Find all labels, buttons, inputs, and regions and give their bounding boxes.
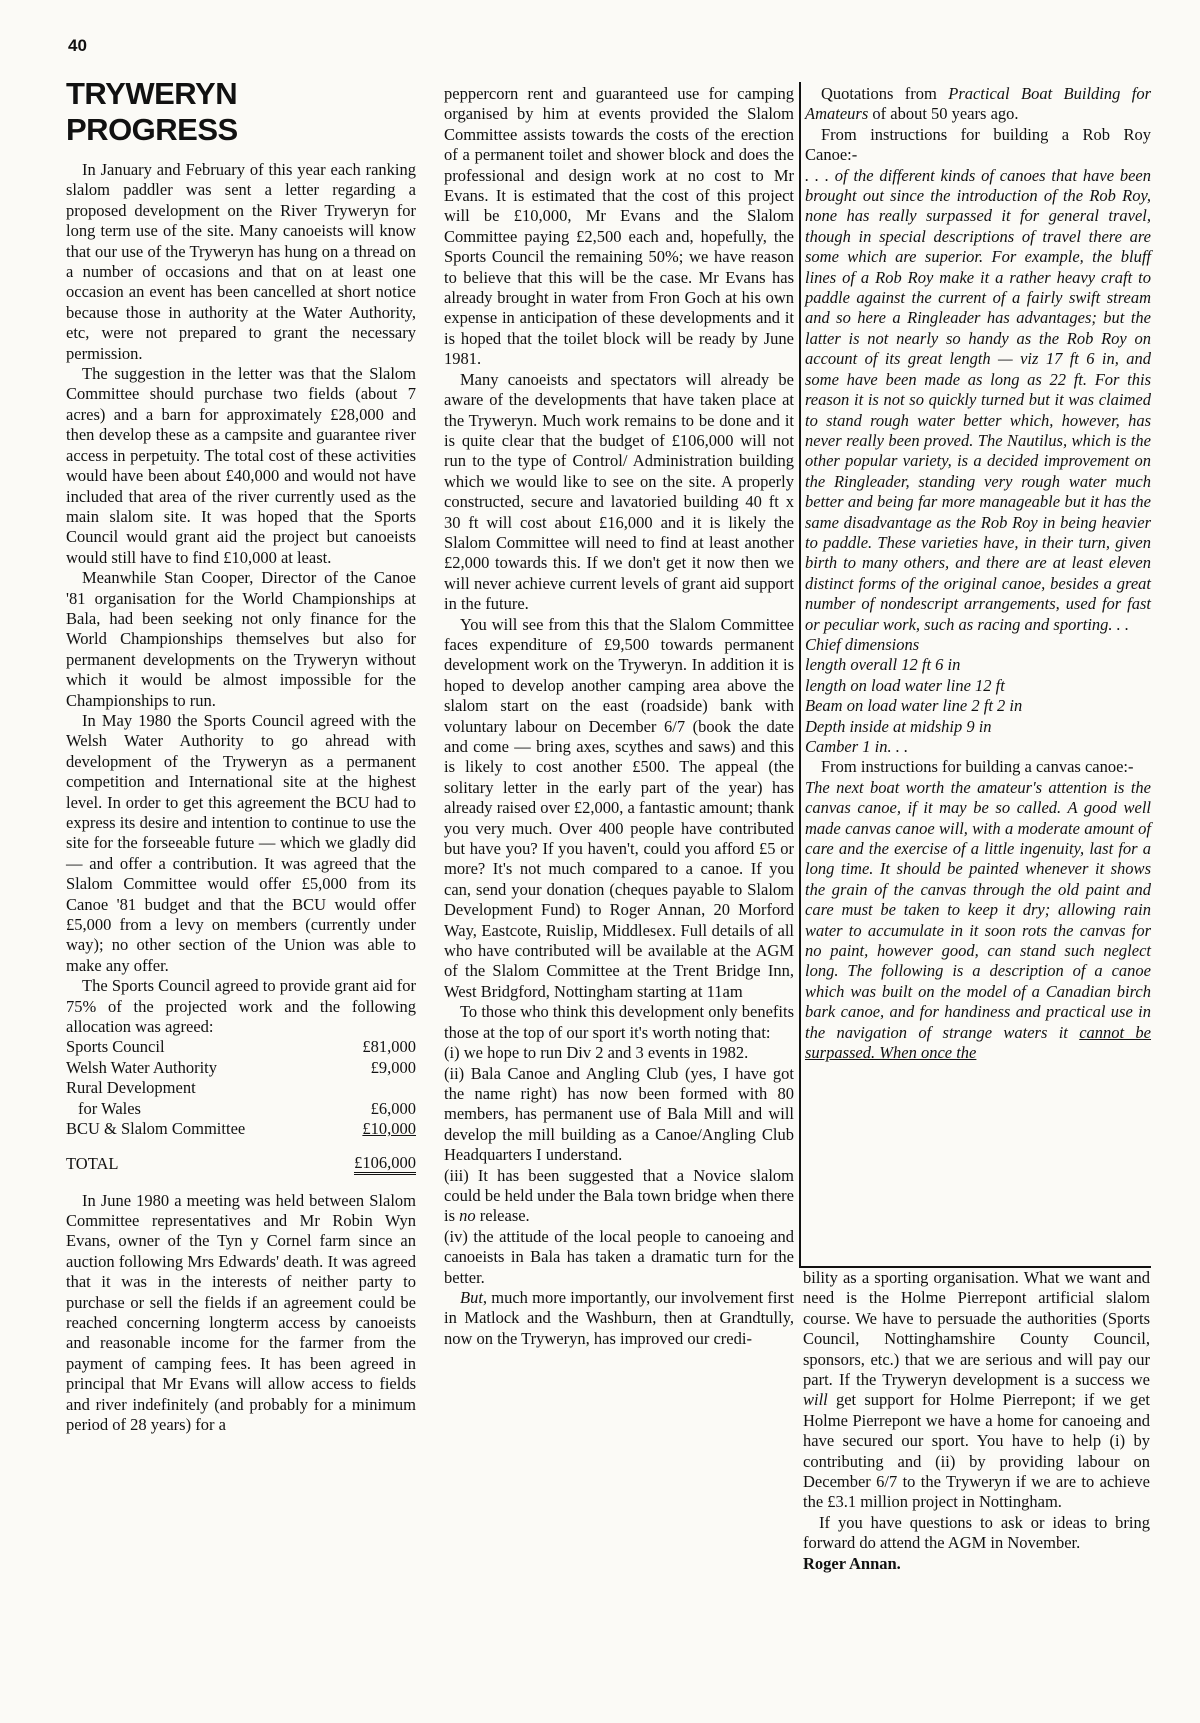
article-column-2 — [444, 84, 794, 1349]
paragraph: Many canoeists and spectators will already be aware of the developments that have taken place at the Tryweryn. Much work remains to be done and it is quite clear that the budget of £106,000 will not run to the type of Control/ Administration building which we would like to see on the site. A properly constructed, secure and lavatoried building 40 ft x 30 ft will cost about £16,000 and it is likely the Slalom Committee will need to find at least another £2,000 towards this. If we don't get it now then we will never achieve current levels of grant aid support in the future. — [444, 369, 794, 614]
allocation-amount: £6,000 — [370, 1098, 416, 1118]
article-headline: TRYWERYN PROGRESS — [66, 76, 238, 147]
canvas-quote: The next boat worth the amateur's attention is the canvas canoe, if it may be so called. A good well made canvas canoe will, with a moderate amount of care and the exercise of a little ingenuity, last for a long time. It should be painted whenever it shows the grain of the canvas through the old paint and care must be taken to keep it dry; allowing rain water to accumulate in it soon rots the canvas for no paint, however good, can stand such neglect long. The following is a description of a canoe which was built on the model of a Canadian birch bark canoe, and for handiness and practical use in the navigation of strange waters it cannot be surpassed. When once the — [805, 777, 1152, 1063]
boxout-intro: Quotations from Practical Boat Building for Amateurs of about 50 years ago. — [805, 84, 1151, 124]
boxout-vertical-rule — [799, 82, 801, 1268]
allocation-amount: £81,000 — [362, 1037, 416, 1057]
allocation-total-row — [66, 1154, 416, 1175]
list-item: (iv) the attitude of the local people to canoeing and canoeists in Bala has taken a dramatic turn for the better. — [444, 1226, 794, 1287]
author-signature: Roger Annan. — [803, 1553, 901, 1573]
list-item: (i) we hope to run Div 2 and 3 events in 1982. — [444, 1043, 749, 1063]
allocation-row — [66, 1119, 416, 1139]
paragraph: But, much more importantly, our involvement first in Matlock and the Washburn, then at Grandtully, now on the Tryweryn, has improved our credi- — [444, 1287, 794, 1348]
allocation-name: Welsh Water Authority — [66, 1057, 218, 1077]
dimension-line: Beam on load water line 2 ft 2 in — [805, 696, 1023, 716]
allocation-table — [66, 1037, 416, 1174]
paragraph: In May 1980 the Sports Council agreed with the Welsh Water Authority to go ahread with development of the Tryweryn as a permanent competition and International site at the highest level. In order to get this agreement the BCU had to express its desire and intention to continue to use the site for the forseeable future — which we gladly did — and offer a contribution. It was agreed that the Slalom Committee would offer £5,000 from its Canoe '81 budget and that the BCU would offer £5,000 from a levy on members (currently under way); no other section of the Union was able to make any offer. — [66, 710, 416, 975]
dimension-line: length on load water line 12 ft — [805, 675, 1005, 695]
paragraph: You will see from this that the Slalom Committee faces expenditure of £9,500 towards permanent development work on the Tryweryn. In addition it is hoped to develop another camping area above the slalom start on the east (roadside) bank with voluntary labour on December 6/7 (book the date and come — bring axes, scythes and saws) and this is likely to cost another £500. The appeal (the solitary letter in the early part of the year) has already raised over £2,000, a fantastic amount; thank you very much. Over 400 people have contributed but have you? If you haven't, could you afford £5 or more? It's not much compared to a canoe. If you can, send your donation (cheques payable to Slalom Development Fund) to Roger Annan, 20 Morford Way, Eastcote, Ruislip, Middlesex. Full details of all who have contributed will be available at the AGM of the Slalom Committee at the Trent Bridge Inn, West Bridgford, Nottingham starting at 11am — [444, 614, 794, 1001]
dimension-line: Camber 1 in. . . — [805, 737, 909, 756]
allocation-row — [66, 1037, 416, 1057]
paragraph: Meanwhile Stan Cooper, Director of the Canoe '81 organisation for the World Championships at Bala, had been seeking not only finance for the World Championships themselves but also for permanent developments on the Tryweryn without which it would be almost impossible for the Championships to run. — [66, 568, 416, 710]
total-label: TOTAL — [66, 1153, 119, 1173]
paragraph: If you have questions to ask or ideas to bring forward do attend the AGM in November. — [803, 1512, 1150, 1553]
paragraph: The suggestion in the letter was that the Slalom Committee should purchase two fields (about 7 acres) and a barn for approximately £28,000 and then develop these as a campsite and guarantee river access in perpetuity. The total cost of these activities would have been about £40,000 and would not have included that area of the river currently used as the main slalom site. It was hoped that the Sports Council would grant aid the project but canoeists would still have to find £10,000 at least. — [66, 364, 416, 567]
allocation-name: BCU & Slalom Committee — [66, 1119, 246, 1139]
quotations-boxout — [805, 84, 1151, 1064]
paragraph: To those who think this development only benefits those at the top of our sport it's worth noting that: — [444, 1002, 794, 1042]
allocation-amount: £10,000 — [362, 1119, 416, 1139]
paragraph: bility as a sporting organisation. What we want and need is the Holme Pierrepont artificial slalom course. We have to persuade the authorities (Sports Council, Nottinghamshire County Council, sponsors, etc.) that we are serious and will pay our part. If the Tryweryn development is a success we will get support for Holme Pierrepont; if we get Holme Pierrepont we have a home for canoeing and have secured our sport. You have to help (i) by contributing and (ii) by providing labour on December 6/7 to the Tryweryn if we are to achieve the £3.1 million project in Nottingham. — [803, 1268, 1150, 1512]
allocation-name: Rural Development — [66, 1078, 196, 1098]
allocation-amount: £9,000 — [370, 1057, 416, 1077]
dimension-line: Depth inside at midship 9 in — [805, 716, 992, 736]
article-column-3-continued — [803, 1268, 1150, 1574]
dimension-line: length overall 12 ft 6 in — [805, 655, 961, 675]
allocation-row — [66, 1078, 416, 1098]
total-amount: £106,000 — [354, 1154, 416, 1175]
article-column-1 — [66, 76, 416, 1435]
paragraph: The Sports Council agreed to provide grant aid for 75% of the projected work and the following allocation was agreed: — [66, 976, 416, 1037]
allocation-row — [66, 1058, 416, 1078]
canvas-intro: From instructions for building a canvas canoe:- — [821, 757, 1134, 777]
rob-roy-intro: From instructions for building a Rob Roy Canoe:- — [805, 124, 1151, 165]
paragraph: In January and February of this year each ranking slalom paddler was sent a letter regarding a proposed development on the River Tryweryn for long term use of the site. Many canoeists will know that our use of the Tryweryn has hung on a thread on a number of occasions and that on at least one occasion an event has been cancelled at short notice because those in authority at the Water Authority, etc, were not prepared to grant the necessary permission. — [66, 160, 416, 363]
paragraph: peppercorn rent and guaranteed use for camping organised by him at events provided the Slalom Committee assists towards the costs of the erection of a permanent toilet and shower block and does the professional and design work at no cost to Mr Evans. It is estimated that the cost of this project will be £10,000, Mr Evans and the Slalom Committee paying £2,500 each and, hopefully, the Sports Council the remaining 50%; we have reason to believe that this will be the case. Mr Evans has already brought in water from Fron Goch at his own expense in anticipation of these developments and it is hoped that the toilet block will be ready by June 1981. — [444, 84, 794, 369]
rob-roy-quote: . . . of the different kinds of canoes that have been brought out since the introduction of the Rob Roy, none has really surpassed it for general travel, though in special descriptions of travel there are some which are superior. For example, the bluff lines of a Rob Roy make it a rather heavy craft to paddle against the current of a fairly swift stream and so here a Ringleader has advantages; but the latter is not nearly so handy as the Rob Roy on account of its great length — viz 17 ft 6 in, and some have been made as long as 22 ft. For this reason it is not so quickly turned but it was claimed to stand rough water better which, however, has never really been proved. The Nautilus, which is the other popular variety, is a decided improvement on the Ringleader, standing very rough water much better and being far more manageable but it has the same disadvantage as the Rob Roy in being heavier to paddle. These varieties have, in their turn, given birth to many others, and there are at least eleven distinct forms of the original canoe, besides a great number of nondescript arrangements, used for fast or peculiar work, such as racing and sporting. . . — [805, 165, 1151, 634]
allocation-name: for Wales — [78, 1098, 141, 1118]
dimension-line: Chief dimensions — [805, 634, 920, 654]
allocation-name: Sports Council — [66, 1037, 165, 1057]
allocation-row — [66, 1099, 416, 1119]
list-item: (ii) Bala Canoe and Angling Club (yes, I have got the name right) has now been formed with 80 members, has permanent use of Bala Mill and will develop the mill building as a Canoe/Angling Club Headquarters I understand. — [444, 1063, 794, 1165]
list-item: (iii) It has been suggested that a Novice slalom could be held under the Bala town bridge when there is no release. — [444, 1165, 794, 1226]
paragraph: In June 1980 a meeting was held between Slalom Committee representatives and Mr Robin Wyn Evans, owner of the Tyn y Cornel farm since an auction following Mrs Edwards' death. It was agreed that it was in the interests of neither party to purchase or sell the fields if an agreement could be reached concerning longterm access by canoeists and reasonable income for the farmer from the payment of camping fees. It has been agreed in principal that Mr Evans will allow access to fields and river indefinitely (and probably for a minimum period of 28 years) for a — [66, 1190, 416, 1434]
page-number: 40 — [68, 36, 87, 55]
